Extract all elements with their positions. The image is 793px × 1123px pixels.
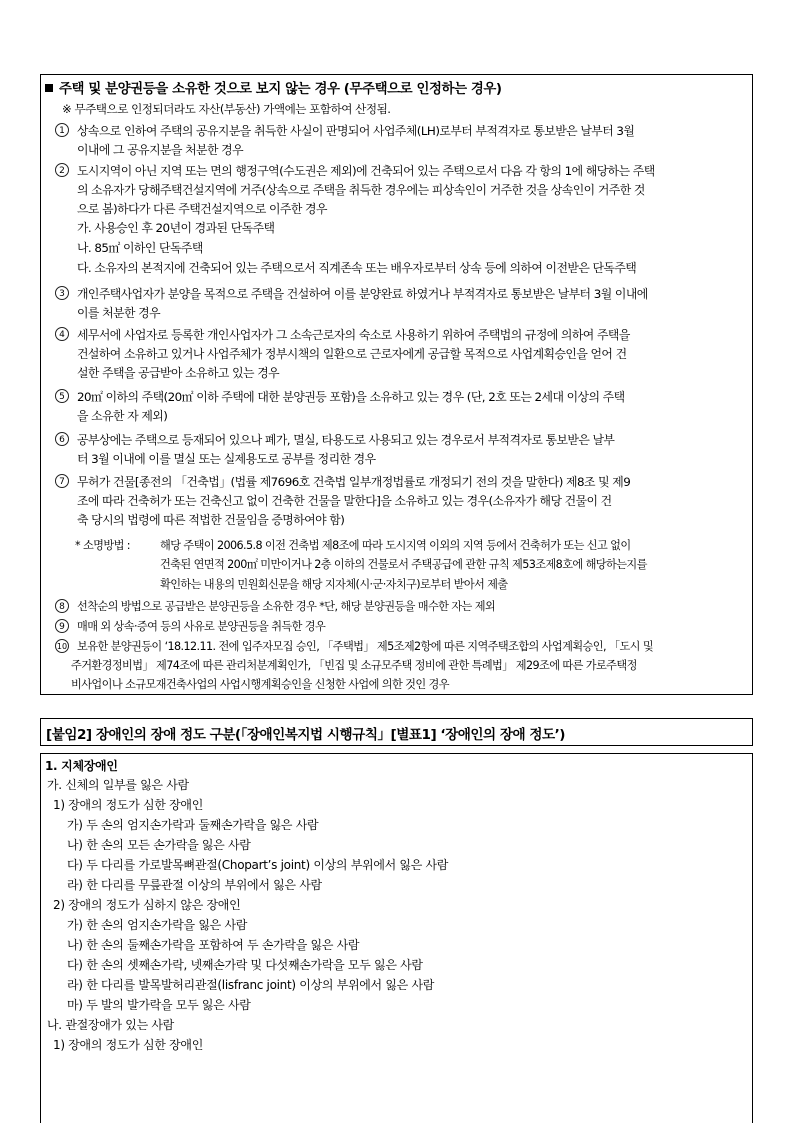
proof-line: 해당 주택이 2006.5.8 이전 건축법 제8조에 따라 도시지역 이외의 지역 등에서 건축허가 또는 신고 없이 bbox=[160, 539, 631, 552]
item-line: 설한 주택을 공급받아 소유하고 있는 경우 bbox=[77, 366, 280, 380]
proof-line: 확인하는 내용의 민원회신문을 해당 지자체(시·군·자치구)로부터 받아서 제출 bbox=[160, 578, 508, 591]
list-line: 라) 한 다리를 무릎관절 이상의 부위에서 잃은 사람 bbox=[67, 878, 322, 892]
item-line: 조에 따라 건축허가 또는 건축신고 없이 건축한 건물을 말한다]을 소유하고 있는 경우(소유자가 해당 건물이 건 bbox=[77, 494, 612, 508]
item-line: 상속으로 인하여 주택의 공유지분을 취득한 사실이 판명되어 사업주체(LH)로부터 부적격자로 통보받은 날부터 3월 bbox=[77, 124, 635, 138]
list-line: 가) 두 손의 엄지손가락과 둘째손가락을 잃은 사람 bbox=[67, 818, 319, 832]
item-line: 도시지역이 아닌 지역 또는 면의 행정구역(수도권은 제외)에 건축되어 있는 주택으로서 다음 각 항의 1에 해당하는 주택 bbox=[77, 164, 655, 178]
item-line: 이내에 그 공유지분을 처분한 경우 bbox=[77, 143, 244, 157]
list-line: 2) 장애의 정도가 심하지 않은 장애인 bbox=[53, 898, 241, 912]
item-line: 공부상에는 주택으로 등재되어 있으나 폐가, 멸실, 타용도로 사용되고 있는 경우로서 부적격자로 통보받은 날부 bbox=[77, 433, 615, 447]
item-line: 선착순의 방법으로 공급받은 분양권등을 소유한 경우 *단, 해당 분양권등을 매수한 자는 제외 bbox=[77, 600, 496, 613]
proof-label: * 소명방법 : bbox=[75, 539, 130, 552]
item-line: 20㎡ 이하의 주택(20㎡ 이하 주택에 대한 분양권등 포함)을 소유하고 있는 경우 (단, 2호 또는 2세대 이상의 주택 bbox=[77, 390, 625, 404]
item-line: 이를 처분한 경우 bbox=[77, 306, 161, 320]
circled-number: 9 bbox=[55, 619, 69, 633]
circled-number: 3 bbox=[55, 286, 69, 300]
item-line: 터 3월 이내에 이를 멸실 또는 실제용도로 공부를 정리한 경우 bbox=[77, 452, 376, 466]
item-line: 을 소유한 자 제외) bbox=[77, 409, 168, 423]
item-line: 주거환경정비법」 제74조에 따른 관리처분계획인가, 「빈집 및 소규모주택 정비에 관한 특례법」 제29조에 따른 가로주택정 bbox=[71, 659, 637, 672]
circled-number: 5 bbox=[55, 389, 69, 403]
item-line: 건설하여 소유하고 있거나 사업주체가 정부시책의 일환으로 근로자에게 공급할 목적으로 사업계획승인을 얻어 건 bbox=[77, 347, 627, 361]
list-line: 나) 한 손의 모든 손가락을 잃은 사람 bbox=[67, 838, 251, 852]
item-line: 가. 사용승인 후 20년이 경과된 단독주택 bbox=[77, 221, 275, 235]
item-line: 으로 봄)하다가 다른 주택건설지역으로 이주한 경우 bbox=[77, 202, 327, 216]
list-line: 다) 한 손의 셋째손가락, 넷째손가락 및 다섯째손가락을 모두 잃은 사람 bbox=[67, 958, 423, 972]
item-line: 나. 85㎡ 이하인 단독주택 bbox=[77, 241, 203, 255]
category-heading: 1. 지체장애인 bbox=[45, 759, 118, 773]
circled-number: 2 bbox=[55, 163, 69, 177]
item-line: 다. 소유자의 본적지에 건축되어 있는 주택으로서 직계존속 또는 배우자로부터 상속 등에 의하여 이전받은 단독주택 bbox=[77, 261, 637, 275]
circled-number: 6 bbox=[55, 432, 69, 446]
circled-number: 10 bbox=[55, 639, 69, 653]
list-line: 다) 두 다리를 가로발목뼈관절(Chopart’s joint) 이상의 부위에서 잃은 사람 bbox=[67, 858, 449, 872]
circled-number: 8 bbox=[55, 599, 69, 613]
circled-number: 4 bbox=[55, 327, 69, 341]
section-title bbox=[45, 78, 502, 97]
item-line: 무허가 건물[종전의 「건축법」(법률 제7696호 건축법 일부개정법률로 개정되기 전의 것을 말한다) 제8조 및 제9 bbox=[77, 475, 631, 489]
list-line: 가) 한 손의 엄지손가락을 잃은 사람 bbox=[67, 918, 248, 932]
list-line: 나. 관절장애가 있는 사람 bbox=[47, 1018, 174, 1032]
item-line: 매매 외 상속·증여 등의 사유로 분양권등을 취득한 경우 bbox=[77, 620, 326, 633]
proof-line: 건축된 연면적 200㎡ 미만이거나 2층 이하의 건물로서 주택공급에 관한 규칙 제53조제8호에 해당하는지를 bbox=[160, 558, 647, 571]
item-line: 비사업이나 소규모재건축사업의 사업시행계획승인을 신청한 사업에 의한 것인 경우 bbox=[71, 678, 449, 691]
item-line: 세무서에 사업자로 등록한 개인사업자가 그 소속근로자의 숙소로 사용하기 위하여 주택법의 규정에 의하여 주택을 bbox=[77, 328, 630, 342]
circled-number: 1 bbox=[55, 123, 69, 137]
circled-number: 7 bbox=[55, 474, 69, 488]
attachment-header-text: [붙임2] 장애인의 장애 정도 구분(「장애인복지법 시행규칙」[별표1] ‘장애인의 장애 정도’) bbox=[46, 727, 565, 743]
section-title-text: 주택 및 분양권등을 소유한 것으로 보지 않는 경우 (무주택으로 인정하는 경우) bbox=[59, 82, 502, 97]
attachment-header bbox=[40, 718, 753, 746]
item-line: 보유한 분양권등이 ‘18.12.11. 전에 입주자모집 승인, 「주택법」 제5조제2항에 따른 지역주택조합의 사업계획승인, 「도시 및 bbox=[77, 640, 654, 653]
square-bullet-icon bbox=[45, 84, 53, 92]
item-line: 축 당시의 법령에 따른 적법한 건물임을 증명하여야 함) bbox=[77, 513, 345, 527]
list-line: 1) 장애의 정도가 심한 장애인 bbox=[53, 798, 203, 812]
item-line: 의 소유자가 당해주택건설지역에 거주(상속으로 주택을 취득한 경우에는 피상속인이 거주한 것을 상속인이 거주한 것 bbox=[77, 183, 645, 197]
list-line: 라) 한 다리를 발목발허리관절(lisfranc joint) 이상의 부위에서 잃은 사람 bbox=[67, 978, 435, 992]
item-line: 개인주택사업자가 분양을 목적으로 주택을 건설하여 이를 분양완료 하였거나 부적격자로 통보받은 날부터 3월 이내에 bbox=[77, 287, 648, 301]
list-line: 1) 장애의 정도가 심한 장애인 bbox=[53, 1038, 203, 1052]
list-line: 마) 두 발의 발가락을 모두 잃은 사람 bbox=[67, 998, 251, 1012]
list-line: 가. 신체의 일부를 잃은 사람 bbox=[47, 778, 189, 792]
note-text: ※ 무주택으로 인정되더라도 자산(부동산) 가액에는 포함하여 산정됨. bbox=[62, 102, 391, 116]
list-line: 나) 한 손의 둘째손가락을 포함하여 두 손가락을 잃은 사람 bbox=[67, 938, 360, 952]
